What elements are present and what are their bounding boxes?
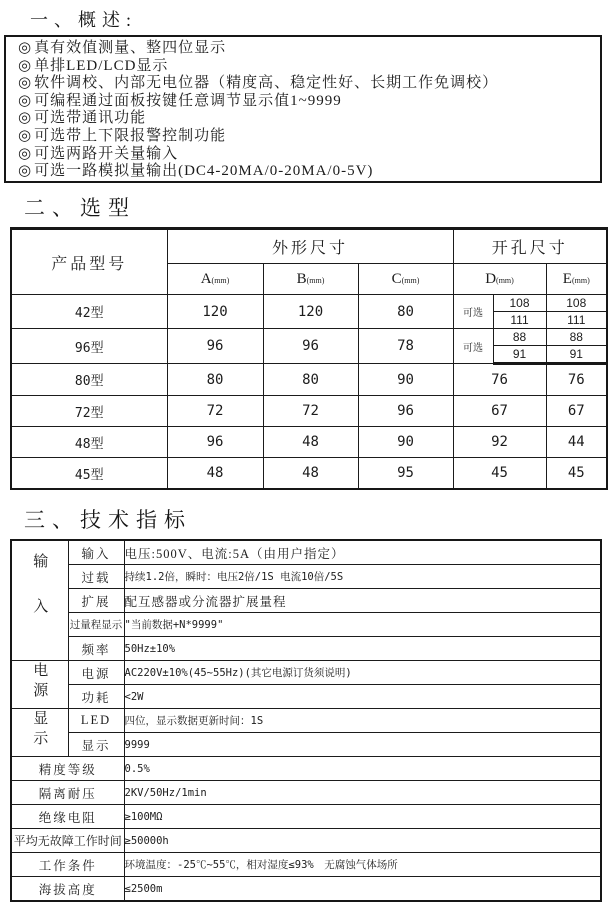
table-row	[11, 685, 601, 709]
list-item	[18, 75, 596, 93]
bullseye-icon: ◎	[18, 163, 33, 180]
dim-d-option-cell: 108	[493, 295, 546, 312]
bullet-text: 可选两路开关量输入	[34, 145, 179, 162]
spec-label: LED	[68, 709, 124, 733]
specs-title: 三、技术指标	[24, 508, 192, 532]
spec-value: 环境温度：-25℃~55℃，相对湿度≤93% 无腐蚀气体场所	[124, 853, 601, 877]
col-header-c: C(mm)	[358, 264, 453, 295]
dim-a-cell: 80	[167, 364, 263, 396]
table-row	[11, 295, 607, 312]
spec-group-power: 电源	[11, 661, 68, 709]
table-row	[11, 613, 601, 637]
list-item	[18, 146, 596, 164]
list-item	[18, 58, 596, 76]
table-row	[11, 829, 601, 853]
dim-a-cell: 120	[167, 295, 263, 329]
dim-b-cell: 72	[263, 396, 358, 427]
table-row	[11, 733, 601, 757]
dim-e-cell: 44	[546, 427, 607, 458]
spec-label: 隔离耐压	[11, 781, 124, 805]
table-row	[11, 637, 601, 661]
list-item	[18, 40, 596, 58]
spec-value: AC220V±10%(45~55Hz)(其它电源订货须说明)	[124, 661, 601, 685]
spec-value: 50Hz±10%	[124, 637, 601, 661]
model-cell: 48型	[11, 427, 167, 458]
col-header-cutout-dims: 开孔尺寸	[453, 229, 607, 264]
model-cell: 42型	[11, 295, 167, 329]
spec-label: 平均无故障工作时间	[11, 829, 124, 853]
model-cell: 80型	[11, 364, 167, 396]
dim-c-cell: 78	[358, 329, 453, 364]
bullseye-icon: ◎	[18, 92, 33, 109]
bullseye-icon: ◎	[18, 75, 33, 92]
spec-label: 工作条件	[11, 853, 124, 877]
dim-e-cell: 67	[546, 396, 607, 427]
spec-value: ≥100MΩ	[124, 805, 601, 829]
dim-e-option-cell: 91	[546, 346, 607, 364]
spec-label: 过量程显示	[68, 613, 124, 637]
dim-e-option-cell: 88	[546, 329, 607, 346]
spec-value: 四位，显示数据更新时间：1S	[124, 709, 601, 733]
dim-c-cell: 90	[358, 364, 453, 396]
spec-label: 海拔高度	[11, 877, 124, 902]
col-header-a: A(mm)	[167, 264, 263, 295]
table-row	[11, 877, 601, 902]
spec-label: 电源	[68, 661, 124, 685]
selection-table	[10, 227, 608, 490]
dim-d-cell: 92	[453, 427, 546, 458]
model-cell: 45型	[11, 458, 167, 490]
col-header-outline-dims: 外形尺寸	[167, 229, 453, 264]
dim-d-option-cell: 111	[493, 312, 546, 329]
spec-value: ≥50000h	[124, 829, 601, 853]
dim-d-option-cell: 91	[493, 346, 546, 364]
spec-group-input: 输入	[11, 540, 68, 661]
dim-e-cell: 45	[546, 458, 607, 490]
table-row	[11, 661, 601, 685]
selection-title: 二、选型	[24, 196, 136, 220]
spec-value: "当前数据+N*9999"	[124, 613, 601, 637]
dim-a-cell: 48	[167, 458, 263, 490]
dim-d-cell: 67	[453, 396, 546, 427]
table-row	[11, 396, 607, 427]
bullseye-icon: ◎	[18, 110, 33, 127]
specs-table	[10, 539, 602, 902]
bullet-text: 可编程通过面板按键任意调节显示值1~9999	[34, 92, 342, 109]
spec-value: <2W	[124, 685, 601, 709]
table-row	[11, 589, 601, 613]
spec-label: 频率	[68, 637, 124, 661]
optional-label: 可选	[453, 295, 493, 329]
spec-group-display: 显示	[11, 709, 68, 757]
dim-a-cell: 96	[167, 427, 263, 458]
table-row	[11, 781, 601, 805]
spec-value: 电压:500V、电流:5A（由用户指定）	[124, 540, 601, 565]
dim-c-cell: 90	[358, 427, 453, 458]
bullet-text: 真有效值测量、整四位显示	[34, 40, 227, 56]
model-cell: 96型	[11, 329, 167, 364]
dim-a-cell: 72	[167, 396, 263, 427]
spec-value: 0.5%	[124, 757, 601, 781]
optional-label: 可选	[453, 329, 493, 364]
dim-d-cell: 45	[453, 458, 546, 490]
spec-value: ≤2500m	[124, 877, 601, 902]
col-header-d: D(mm)	[453, 264, 546, 295]
dim-b-cell: 120	[263, 295, 358, 329]
bullet-text: 可选带上下限报警控制功能	[34, 127, 227, 144]
dim-e-option-cell: 111	[546, 312, 607, 329]
table-row	[11, 805, 601, 829]
dim-b-cell: 48	[263, 458, 358, 490]
bullet-text: 软件调校、内部无电位器（精度高、稳定性好、长期工作免调校）	[34, 75, 499, 92]
dim-d-cell: 76	[453, 364, 546, 396]
table-row	[11, 757, 601, 781]
spec-value: 2KV/50Hz/1min	[124, 781, 601, 805]
table-row	[11, 458, 607, 490]
bullet-text: 单排LED/LCD显示	[34, 57, 169, 74]
overview-title: 一、概述:	[30, 10, 138, 30]
overview-box	[4, 35, 602, 183]
bullet-text: 可选一路模拟量输出(DC4-20MA/0-20MA/0-5V)	[34, 163, 374, 180]
table-row	[11, 565, 601, 589]
table-row	[11, 329, 607, 346]
list-item	[18, 110, 596, 128]
dim-c-cell: 80	[358, 295, 453, 329]
dim-c-cell: 96	[358, 396, 453, 427]
spec-label: 输入	[68, 540, 124, 565]
dim-e-option-cell: 108	[546, 295, 607, 312]
table-row	[11, 853, 601, 877]
col-header-e: E(mm)	[546, 264, 607, 295]
col-header-b: B(mm)	[263, 264, 358, 295]
bullseye-icon: ◎	[18, 127, 33, 144]
dim-b-cell: 48	[263, 427, 358, 458]
bullseye-icon: ◎	[18, 145, 33, 162]
spec-label: 过载	[68, 565, 124, 589]
dim-e-cell: 76	[546, 364, 607, 396]
bullseye-icon: ◎	[18, 40, 33, 56]
bullseye-icon: ◎	[18, 57, 33, 74]
spec-label: 功耗	[68, 685, 124, 709]
list-item	[18, 128, 596, 146]
dim-b-cell: 80	[263, 364, 358, 396]
table-row	[11, 364, 607, 396]
table-row	[11, 709, 601, 733]
spec-value: 持续1.2倍，瞬时：电压2倍/1S 电流10倍/5S	[124, 565, 601, 589]
dim-a-cell: 96	[167, 329, 263, 364]
dim-b-cell: 96	[263, 329, 358, 364]
table-row	[11, 540, 601, 565]
dim-d-option-cell: 88	[493, 329, 546, 346]
list-item	[18, 93, 596, 111]
spec-value: 配互感器或分流器扩展量程	[124, 589, 601, 613]
spec-label: 显示	[68, 733, 124, 757]
table-row	[11, 427, 607, 458]
col-header-product-model: 产品型号	[11, 229, 167, 295]
bullet-text: 可选带通讯功能	[34, 110, 147, 127]
spec-label: 精度等级	[11, 757, 124, 781]
spec-label: 绝缘电阻	[11, 805, 124, 829]
list-item	[18, 163, 596, 181]
spec-label: 扩展	[68, 589, 124, 613]
dim-c-cell: 95	[358, 458, 453, 490]
spec-value: 9999	[124, 733, 601, 757]
model-cell: 72型	[11, 396, 167, 427]
